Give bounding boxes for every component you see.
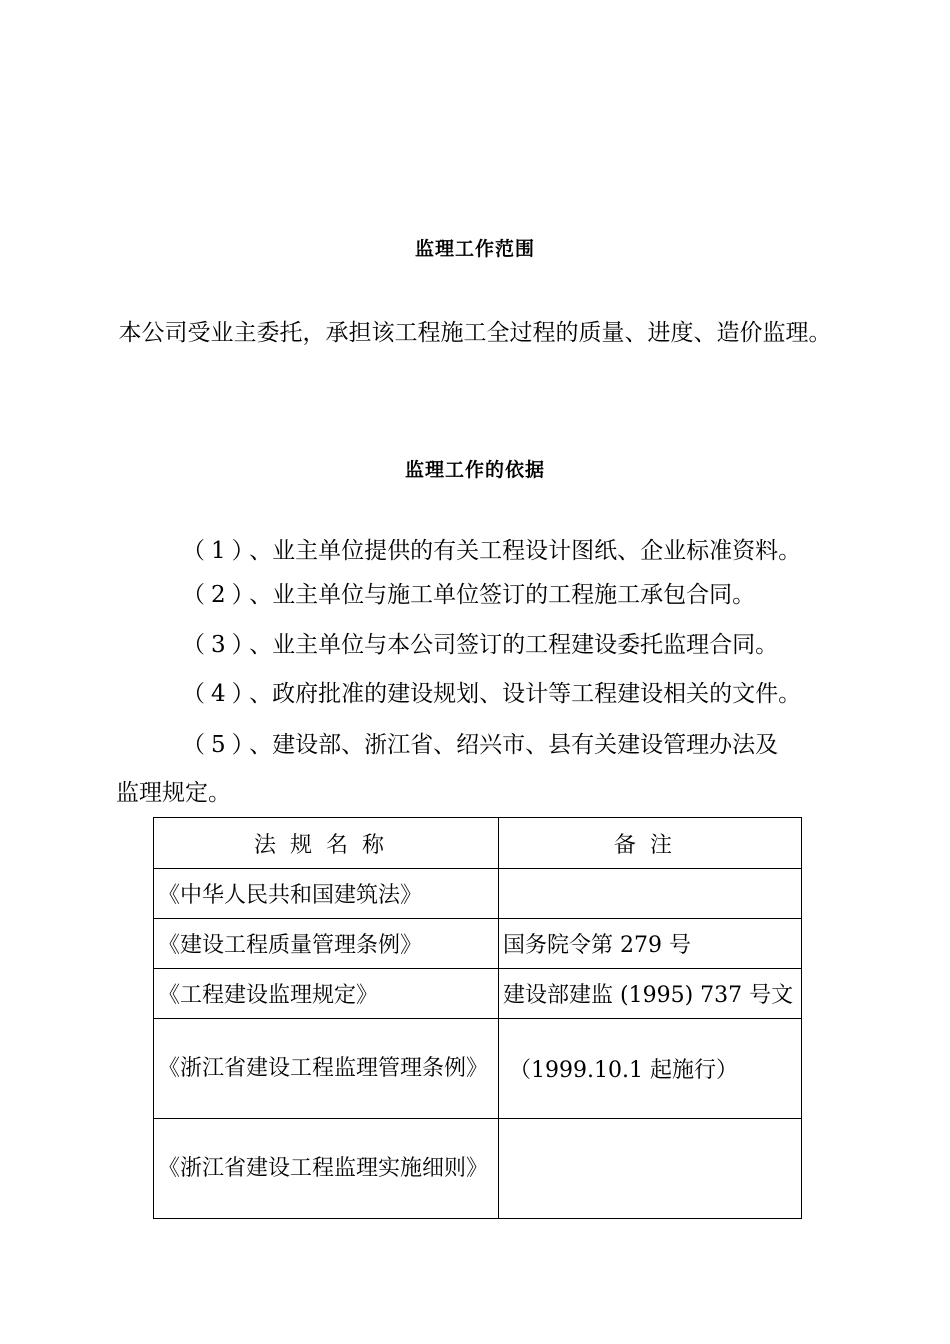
law-note-cell [499, 1119, 802, 1219]
basis-item-number: （3） [182, 632, 250, 658]
table-row [154, 1119, 802, 1219]
scope-heading: 监理工作范围 [414, 238, 535, 260]
header-law-name: 法规名称 [154, 818, 499, 869]
basis-item-3 [182, 631, 902, 659]
basis-item-5-continuation: 监理规定。 [116, 780, 231, 806]
basis-item-number: （4） [182, 681, 250, 707]
table-row [154, 919, 802, 969]
table-row [154, 1019, 802, 1119]
table-header-row [154, 818, 802, 869]
basis-item-text: 、业主单位与本公司签订的工程建设委托监理合同。 [249, 632, 779, 658]
basis-heading: 监理工作的依据 [404, 459, 545, 481]
law-name-cell: 《中华人民共和国建筑法》 [154, 869, 499, 919]
basis-item-1 [182, 537, 902, 565]
law-name-cell: 《工程建设监理规定》 [154, 969, 499, 1019]
table-row [154, 969, 802, 1019]
basis-item-number: （2） [182, 582, 250, 608]
law-name-cell: 《建设工程质量管理条例》 [154, 919, 499, 969]
law-note-cell: （1999.10.1 起施行） [499, 1019, 802, 1119]
law-note-cell: 国务院令第 279 号 [499, 919, 802, 969]
header-remarks: 备注 [499, 818, 802, 869]
basis-item-5 [182, 731, 902, 759]
law-name-cell: 《浙江省建设工程监理实施细则》 [154, 1119, 499, 1219]
law-note-cell: 建设部建监 (1995) 737 号文 [499, 969, 802, 1019]
basis-item-text: 、政府批准的建设规划、设计等工程建设相关的文件。 [249, 681, 802, 707]
scope-paragraph: 本公司受业主委托，承担该工程施工全过程的质量、进度、造价监理。 [118, 320, 832, 346]
basis-item-text: 、建设部、浙江省、绍兴市、县有关建设管理办法及 [249, 732, 779, 758]
law-note-cell [499, 869, 802, 919]
law-name-cell: 《浙江省建设工程监理管理条例》 [154, 1019, 499, 1119]
laws-table [153, 817, 802, 1219]
basis-item-4 [182, 680, 902, 708]
basis-item-2 [182, 581, 902, 609]
basis-item-text: 、业主单位与施工单位签订的工程施工承包合同。 [249, 582, 756, 608]
basis-item-number: （1） [182, 538, 250, 564]
basis-item-number: （5） [182, 732, 250, 758]
basis-item-text: 、业主单位提供的有关工程设计图纸、企业标准资料。 [249, 538, 802, 564]
table-row [154, 869, 802, 919]
